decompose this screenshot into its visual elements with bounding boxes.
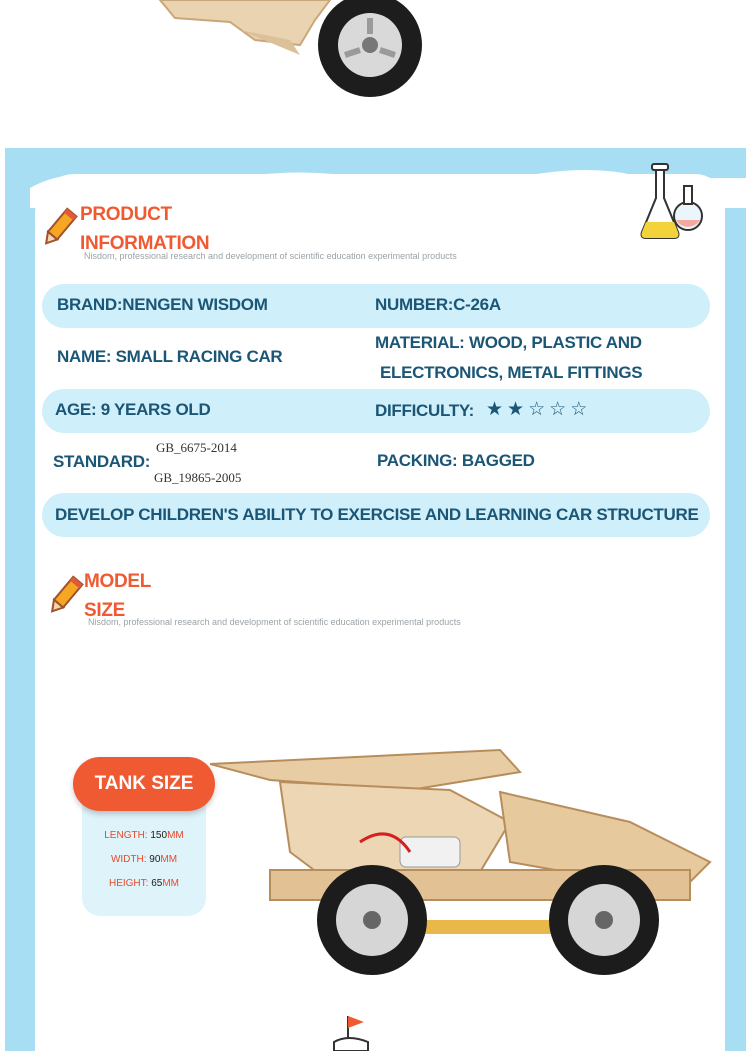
star-empty-icon: ☆ [528, 399, 546, 420]
material-label-line1: MATERIAL: WOOD, PLASTIC AND [375, 333, 642, 352]
model-size-heading-line2: SIZE [84, 600, 126, 621]
product-info-heading-line1: PRODUCT [80, 204, 172, 225]
model-size-subtitle: Nisdom, professional research and development of scientific education experimental products [88, 617, 461, 627]
standard-label: STANDARD: [53, 452, 151, 471]
flask-icon [634, 160, 704, 245]
length-label: LENGTH: [104, 830, 148, 841]
pencil-icon [46, 574, 84, 618]
racing-car-image [210, 742, 715, 992]
wheel-right [549, 865, 659, 975]
product-info-heading [80, 200, 209, 258]
number-label: NUMBER:C-26A [375, 295, 501, 314]
pencil-icon [40, 206, 78, 250]
model-size-heading-line1: MODEL [84, 571, 152, 592]
name-label: NAME: SMALL RACING CAR [57, 347, 283, 366]
product-info-subtitle: Nisdom, professional research and development of scientific education experimental products [84, 251, 457, 261]
boat-icon [328, 1012, 378, 1051]
tank-size-badge: TANK SIZE [73, 757, 215, 811]
standard-value-1: GB_6675-2014 [156, 440, 237, 455]
car-photo-fragment [0, 0, 750, 148]
brand-label: BRAND:NENGEN WISDOM [57, 295, 268, 314]
age-label: AGE: 9 YEARS OLD [55, 400, 211, 419]
width-label: WIDTH: [110, 854, 147, 865]
difficulty-label: DIFFICULTY: [375, 401, 474, 420]
length-unit: MM [167, 830, 184, 841]
length-row [82, 830, 206, 841]
material-label-line2: ELECTRONICS, METAL FITTINGS [380, 363, 643, 382]
star-filled-icon: ★ [507, 399, 525, 420]
width-value: 90 [149, 854, 161, 865]
wheel-left [317, 865, 427, 975]
difficulty-stars [486, 398, 591, 421]
standard-value-2: GB_19865-2005 [154, 470, 242, 485]
size-details-box [82, 798, 206, 916]
star-empty-icon: ☆ [570, 399, 588, 420]
develop-label: DEVELOP CHILDREN'S ABILITY TO EXERCISE AND LEARNING CAR STRUCTURE [55, 505, 699, 524]
height-label: HEIGHT: [108, 878, 149, 889]
height-value: 65 [151, 878, 163, 889]
height-unit: MM [162, 878, 180, 889]
height-row [82, 878, 206, 889]
length-value: 150 [150, 830, 168, 841]
width-unit: MM [160, 854, 178, 865]
width-row [82, 854, 206, 865]
star-filled-icon: ★ [486, 399, 504, 420]
product-info-heading-line2: INFORMATION [80, 233, 210, 254]
packing-label: PACKING: BAGGED [377, 451, 535, 470]
product-photo-top [0, 0, 750, 148]
star-empty-icon: ☆ [549, 399, 567, 420]
